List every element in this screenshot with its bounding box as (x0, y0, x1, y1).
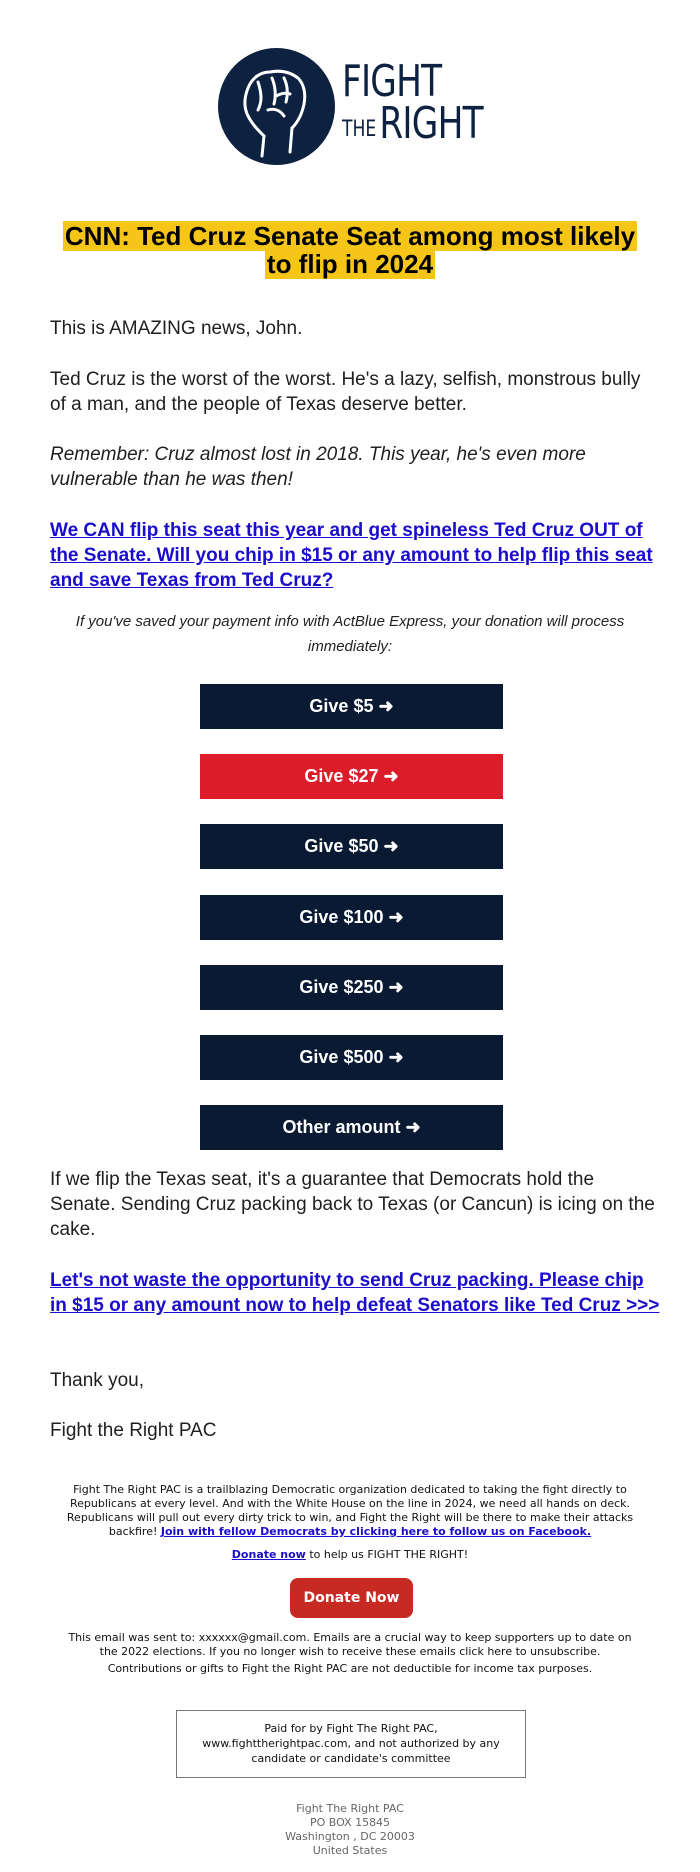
actblue-note: If you've saved your payment info with ActBlue Express, your donation will process immediately: (75, 613, 625, 655)
donation-link-2[interactable]: Let's not waste the opportunity to send Cruz packing. Please chip in $15 or any amount now to help defeat Senators like Ted Cruz >>> (50, 1270, 660, 1316)
headline-text: CNN: Ted Cruz Senate Seat among most likely to flip in 2024 (64, 221, 636, 279)
give-500-button[interactable]: Give $500 ➜ (200, 1035, 503, 1080)
headline (50, 222, 650, 278)
logo-word-the: THE (342, 117, 377, 142)
address-line: United States (312, 1844, 388, 1857)
facebook-link[interactable]: Join with fellow Democrats by clicking here to follow us on Facebook. (160, 1525, 592, 1538)
donate-now-button[interactable]: Donate Now (290, 1578, 413, 1618)
address-line: PO BOX 15845 (309, 1816, 391, 1829)
logo-wordmark (342, 56, 523, 149)
donate-now-suffix: to help us FIGHT THE RIGHT! (309, 1548, 469, 1561)
footer-about-text: Fight The Right PAC is a trailblazing Democratic organization dedicated to taking the fight directly to Republicans at every level. And with the White House on the line in 2024, we need all hands on deck. Republicans will pull out every dirty trick to win, and Fight the Right will be there to make their attacks backfire! (66, 1483, 634, 1538)
raised-fist-icon (218, 48, 335, 165)
fight-the-right-logo[interactable] (218, 48, 488, 168)
paid-for-disclaimer: Paid for by Fight The Right PAC, www.fighttherightpac.com, and not authorized by any candidate or candidate's committee (176, 1710, 526, 1778)
footer-sent-to: This email was sent to: xxxxxx@gmail.com. Emails are a crucial way to keep supporters up to date on the 2022 elections. If you no longer wish to receive these emails click here to unsubscribe. (68, 1631, 632, 1658)
donate-now-link[interactable]: Donate now (231, 1548, 306, 1561)
body-paragraph-2: If we flip the Texas seat, it's a guarantee that Democrats hold the Senate. Sending Cruz packing back to Texas (or Cancun) is icing on the cake. (50, 1169, 655, 1240)
give-27-button[interactable]: Give $27 ➜ (200, 754, 503, 799)
footer-tax-note: Contributions or gifts to Fight the Right PAC are not deductible for income tax purposes. (107, 1662, 593, 1675)
logo-word-fight: FIGHT (342, 56, 442, 107)
give-5-button[interactable]: Give $5 ➜ (200, 684, 503, 729)
body-paragraph-1: Ted Cruz is the worst of the worst. He's a lazy, selfish, monstrous bully of a man, and the people of Texas deserve better. (50, 369, 641, 415)
greeting-paragraph: This is AMAZING news, John. (50, 318, 303, 339)
other-amount-button[interactable]: Other amount ➜ (200, 1105, 503, 1150)
donation-link-1[interactable]: We CAN flip this seat this year and get spineless Ted Cruz OUT of the Senate. Will you chip in $15 or any amount to help flip this seat and save Texas from Ted Cruz? (50, 520, 653, 591)
signature: Fight the Right PAC (50, 1420, 217, 1441)
give-50-button[interactable]: Give $50 ➜ (200, 824, 503, 869)
address-line: Washington , DC 20003 (285, 1830, 415, 1843)
body-paragraph-italic: Remember: Cruz almost lost in 2018. This year, he's even more vulnerable than he was then! (50, 444, 586, 490)
logo-word-right: RIGHT (379, 98, 483, 149)
give-250-button[interactable]: Give $250 ➜ (200, 965, 503, 1010)
give-100-button[interactable]: Give $100 ➜ (200, 895, 503, 940)
address-line: Fight The Right PAC (296, 1802, 404, 1815)
footer-about (60, 1483, 640, 1539)
closing-thanks: Thank you, (50, 1370, 144, 1391)
mailing-address (200, 1802, 500, 1858)
footer-donate-line (60, 1548, 640, 1562)
